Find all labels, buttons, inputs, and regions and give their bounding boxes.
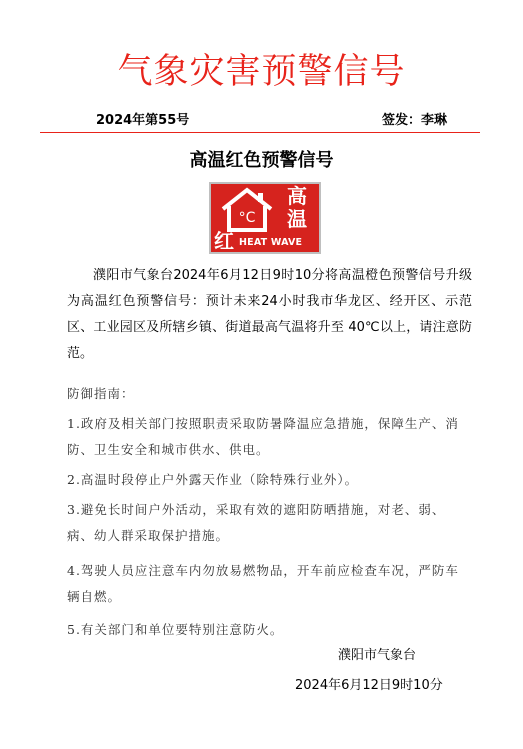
guidance-heading: 防御指南：: [67, 386, 135, 401]
signal-char-temp: 温: [287, 207, 307, 231]
signal-char-high: 高: [287, 184, 307, 208]
warning-body: 濮阳市气象台2024年6月12日9时10分将高温橙色预警信号升级为高温红色预警信号：预计未来24小时我市华龙区、经开区、示范区、工业园区及所辖乡镇、街道最高气温将升至 40℃以上，请注意防范。: [67, 268, 472, 361]
issue-number: 2024年第55号: [96, 113, 190, 128]
guidance-item: 2.高温时段停止户外露天作业（除特殊行业外）。: [67, 472, 359, 487]
guidance-item: 5.有关部门和单位要特别注意防火。: [67, 622, 284, 637]
heat-wave-label: HEAT WAVE: [239, 237, 303, 248]
thermometer-house-icon: [217, 187, 283, 233]
signal-level-char: 红: [214, 229, 234, 253]
heat-wave-red-signal: [209, 182, 321, 254]
masthead: 气象灾害预警信号: [117, 52, 406, 92]
signer: 签发：李琳: [382, 113, 448, 128]
celsius-unit: °C: [238, 210, 256, 226]
footer-date: 2024年6月12日9时10分: [295, 678, 443, 693]
guidance-item: 4.驾驶人员应注意车内勿放易燃物品，开车前应检查车况，严防车辆自燃。: [67, 563, 459, 604]
red-divider: [40, 132, 480, 133]
footer-issuer: 濮阳市气象台: [338, 648, 417, 663]
guidance-item: 3.避免长时间户外活动，采取有效的遮阳防晒措施，对老、弱、病、幼人群采取保护措施。: [67, 502, 446, 543]
guidance-item: 1.政府及相关部门按照职责采取防暑降温应急措施，保障生产、消防、卫生安全和城市供水、供电。: [67, 416, 459, 457]
document-title: 高温红色预警信号: [189, 150, 334, 171]
